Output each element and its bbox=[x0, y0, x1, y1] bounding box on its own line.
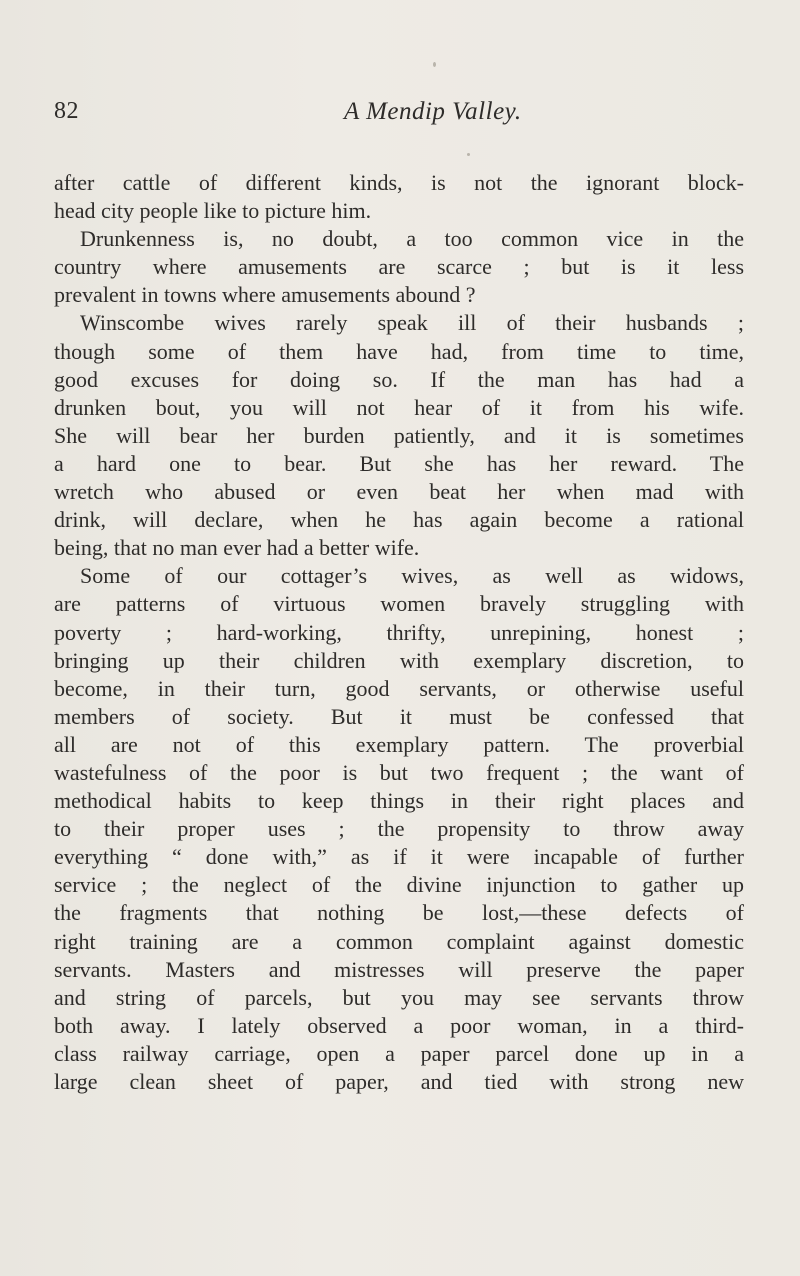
text-line: though some of them have had, from time to time, bbox=[54, 338, 744, 364]
text-line: country where amusements are scarce ; but is it less bbox=[54, 254, 744, 280]
text-line: service ; the neglect of the divine injunction to gather up bbox=[54, 872, 744, 898]
text-line: and string of parcels, but you may see servants throw bbox=[54, 984, 744, 1010]
text-line: the fragments that nothing be lost,—these defects of bbox=[54, 900, 744, 926]
text-line: drink, will declare, when he has again become a rational bbox=[54, 507, 744, 533]
text-line: become, in their turn, good servants, or otherwise useful bbox=[54, 675, 744, 701]
text-line: bringing up their children with exemplary discretion, to bbox=[54, 647, 744, 673]
running-title: A Mendip Valley. bbox=[344, 98, 522, 125]
paper-speck bbox=[433, 62, 436, 67]
text-line: right training are a common complaint against domestic bbox=[54, 928, 744, 954]
text-line: to their proper uses ; the propensity to throw away bbox=[54, 816, 744, 842]
page-header bbox=[54, 98, 740, 138]
paper-speck bbox=[467, 153, 470, 156]
text-line: after cattle of different kinds, is not the ignorant block- bbox=[54, 170, 744, 195]
text-line: Drunkenness is, no doubt, a too common vice in the bbox=[80, 226, 744, 252]
text-line: everything “ done with,” as if it were incapable of further bbox=[54, 844, 744, 870]
text-line: are patterns of virtuous women bravely struggling with bbox=[54, 591, 744, 617]
text-line: a hard one to bear. But she has her reward. The bbox=[54, 450, 744, 476]
text-line: methodical habits to keep things in their right places and bbox=[54, 788, 744, 814]
text-line: Winscombe wives rarely speak ill of their husbands ; bbox=[80, 310, 744, 336]
text-line: both away. I lately observed a poor woman, in a third- bbox=[54, 1012, 744, 1038]
body-text bbox=[54, 169, 744, 1096]
text-line: class railway carriage, open a paper parcel done up in a bbox=[54, 1040, 744, 1066]
text-line: members of society. But it must be confessed that bbox=[54, 703, 744, 729]
text-line: being, that no man ever had a better wife. bbox=[54, 535, 420, 561]
text-line: wastefulness of the poor is but two frequent ; the want of bbox=[54, 759, 744, 785]
text-line: prevalent in towns where amusements abound ? bbox=[54, 282, 476, 308]
text-line: large clean sheet of paper, and tied with strong new bbox=[54, 1069, 744, 1094]
text-line: good excuses for doing so. If the man has had a bbox=[54, 366, 744, 392]
text-line: wretch who abused or even beat her when mad with bbox=[54, 479, 744, 505]
text-line: all are not of this exemplary pattern. The proverbial bbox=[54, 731, 744, 757]
text-line: Some of our cottager’s wives, as well as widows, bbox=[80, 563, 744, 589]
page-number: 82 bbox=[54, 98, 79, 124]
text-line: head city people like to picture him. bbox=[54, 198, 372, 224]
text-line: servants. Masters and mistresses will preserve the paper bbox=[54, 956, 744, 982]
text-line: drunken bout, you will not hear of it from his wife. bbox=[54, 394, 744, 420]
text-line: She will bear her burden patiently, and it is sometimes bbox=[54, 422, 744, 448]
text-line: poverty ; hard-working, thrifty, unrepining, honest ; bbox=[54, 619, 744, 645]
